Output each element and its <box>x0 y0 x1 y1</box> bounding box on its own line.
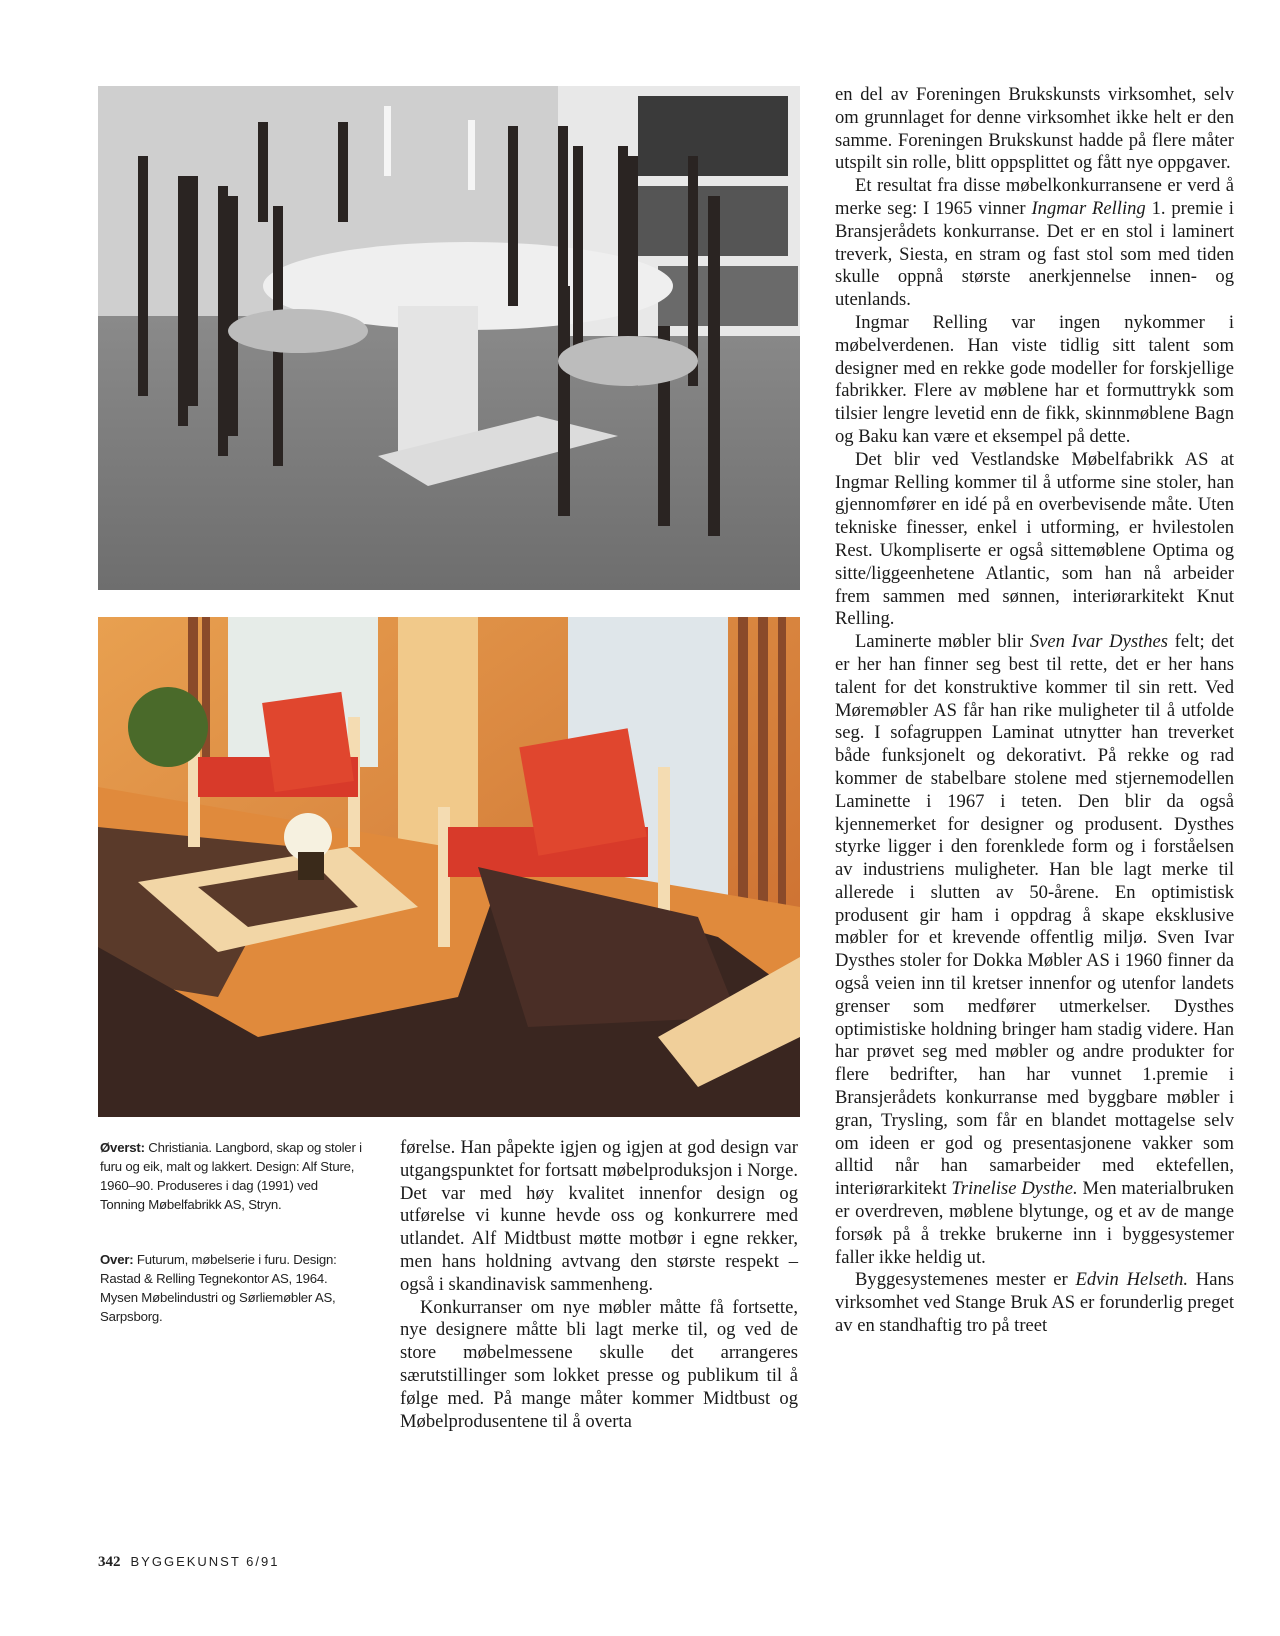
paragraph: Laminerte møbler blir Sven Ivar Dysthes felt; det er her han finner seg best til rette, det er her hans talent for det konstruktive kommer til sin rett. Ved Møremøbler AS får han rike muligheter til å utfolde seg. I sofagruppen Laminat utnytter han treverket både funksjonelt og dekorativt. På rekke og rad kommer de stabelbare stolene med stjernemodellen Laminette i 1967 i teten. Den blir da også kjennemerket for designer og produsent. Dysthes styrke ligger i den forenklede form og i forståelsen av industriens muligheter. Han ble lagt merke til allerede i slutten av 50-årene. En optimistisk produsent gir ham i oppdrag å skape eksklusive møbler for et krevende offentlig miljø. Sven Ivar Dysthes stoler for Dokka Møbler AS i 1960 finner da også veien inn til kretser innenfor og utenfor landets grenser som medfører utmerkelser. Dysthes optimistiske holdning bringer ham stadig videre. Han har prøvet seg med møbler og andre produkter for flere bedrifter, han har vunnet 1.premie i Bransjerådets konkurranse med byggbare møbler i gran, Trysling, som får en blandet mottagelse selv om ideen er god og presentasjonene vakker som alltid når han samarbeider med ektefellen, interiørarkitekt Trinelise Dysthe. Men materialbruken er overdreven, møblene blytunge, og et av de mange forsøk på å trekke brukerne inn i byggesystemer faller ikke heldig ut. <box>835 631 1234 1268</box>
paragraph: Det blir ved Vestlandske Møbelfabrikk AS at Ingmar Relling kommer til å utforme sine stoler, han gjennomfører en idé på en overbevisende måte. Uten tekniske finesser, enkel i utforming, er hvilestolen Rest. Ukompliserte er også sittemøblene Optima og sitte/liggeenhetene Atlantic, som han nå arbeider frem sammen med sønnen, interiørarkitekt Knut Relling. <box>835 448 1234 630</box>
paragraph: Byggesystemenes mester er Edvin Helseth. Hans virksomhet ved Stange Bruk AS er forunderlig preget av en standhaftig tro på treet <box>835 1269 1234 1337</box>
right-text-column <box>835 84 1234 1338</box>
paragraph: en del av Foreningen Brukskunsts virksomhet, selv om grunnlaget for denne virksomhet ikke helt er den samme. Foreningen Brukskunst hadde på flere måter utspilt sin rolle, blitt oppsplittet og fått nye oppgaver. <box>835 84 1234 174</box>
paragraph: førelse. Han påpekte igjen og igjen at god design var utgangspunktet for fortsatt møbelproduksjon i Norge. Det var med høy kvalitet innenfor design og utførelse vi kunne hevde oss og konkurrere med utlandet. Alf Midtbust møtte motbør i egne rekker, men hans holdning avtvang den største respekt – også i skandinavisk sammenheng. <box>400 1137 798 1295</box>
living-room-photo <box>98 617 800 1117</box>
designer-name: Edvin Helseth. <box>1075 1269 1189 1291</box>
caption-text: Futurum, møbelserie i furu. Design: Rastad & Relling Tegnekontor AS, 1964. Mysen Møbelindustri og Sørliemøbler AS, Sarpsborg. <box>100 1252 337 1324</box>
page-footer <box>98 1554 279 1571</box>
paragraph: Ingmar Relling var ingen nykommer i møbelverdenen. Han viste tidlig sitt talent som designer med en rekke gode modeller for forskjellige fabrikker. Flere av møblene har et formuttrykk som tilsier lengre levetid enn de fikk, skinnmøblene Bagn og Baku kan være et eksempel på dette. <box>835 311 1234 447</box>
page-number: 342 <box>98 1554 121 1570</box>
designer-name: Trinelise Dysthe. <box>951 1178 1078 1200</box>
caption-text: Christiania. Langbord, skap og stoler i furu og eik, malt og lakkert. Design: Alf Sture, 1960–90. Produseres i dag (1991) ved Tonning Møbelfabrikk AS, Stryn. <box>100 1140 362 1212</box>
designer-name: Ingmar Relling <box>1031 197 1146 219</box>
publication-name: BYGGEKUNST 6/91 <box>130 1554 280 1569</box>
caption-lead: Øverst: <box>100 1140 145 1155</box>
middle-text-column <box>400 1137 798 1433</box>
caption-lead: Over: <box>100 1252 134 1267</box>
designer-name: Sven Ivar Dysthes <box>1029 631 1169 653</box>
paragraph: Konkurranser om nye møbler måtte få fortsette, nye designere måtte bli lagt merke til, og ved de store møbelmessene skulle det arrangeres særutstillinger som lokket presse og publikum til å følge med. På mange måter kommer Midtbust og Møbelprodusentene til å overta <box>400 1296 798 1432</box>
caption-top-photo <box>100 1138 362 1214</box>
caption-bottom-photo <box>100 1250 362 1326</box>
dining-room-photo <box>98 86 800 590</box>
paragraph: Et resultat fra disse møbelkonkurransene er verd å merke seg: I 1965 vinner Ingmar Relling 1. premie i Bransjerådets konkurranse. Det er en stol i laminert treverk, Siesta, en stram og fast stol som med tiden skulle oppnå største anerkjennelse innen- og utenlands. <box>835 175 1234 311</box>
